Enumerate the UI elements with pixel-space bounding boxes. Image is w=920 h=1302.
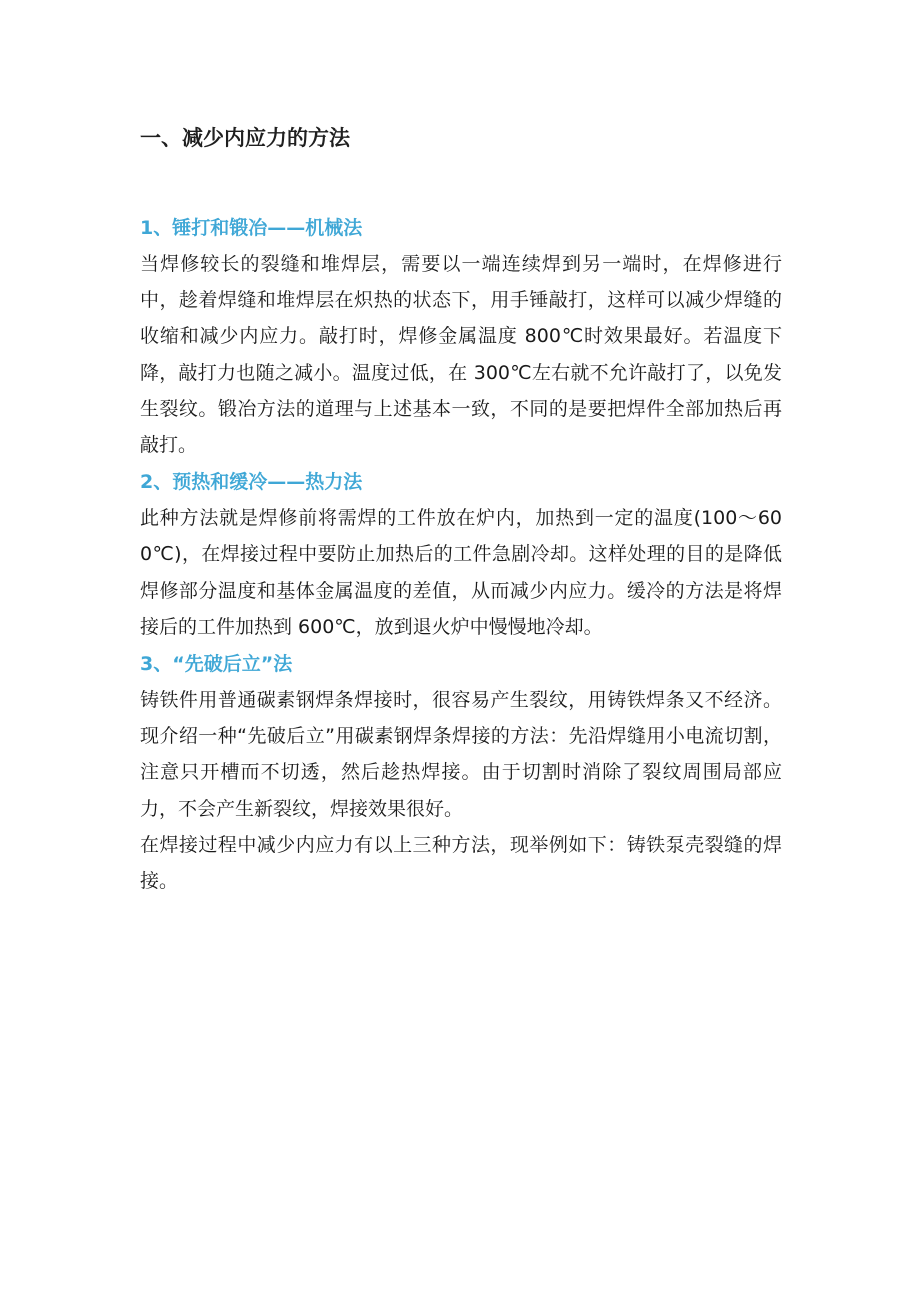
summary-paragraph: 在焊接过程中减少内应力有以上三种方法，现举例如下：铸铁泵壳裂缝的焊接。 [140,833,782,893]
document-content [140,118,782,899]
section-paragraph-thermal: 此种方法就是焊修前将需焊的工件放在炉内，加热到一定的温度(100～600℃)，在焊接过程中要防止加热后的工件急剧冷却。这样处理的目的是降低焊修部分温度和基体金属温度的差值，从而减少内应力。缓冷的方法是将焊接后的工件加热到 600℃，放到退火炉中慢慢地冷却。 [140,507,782,638]
section-title-mechanical: 1、锤打和锻冶——机械法 [140,217,363,239]
section-title-thermal: 2、预热和缓冷——热力法 [140,471,363,494]
section-paragraph-mechanical: 当焊修较长的裂缝和堆焊层，需要以一端连续焊到另一端时，在焊修进行中，趁着焊缝和堆焊层在炽热的状态下，用手锤敲打，这样可以减少焊缝的收缩和减少内应力。敲打时，焊修金属温度 800℃时效果最好。若温度下降，敲打力也随之减小。温度过低，在 300℃左右就不允许敲打了，以免发生裂纹。锻冶方法的道理与上述基本一致，不同的是要把焊件全部加热后再敲打。 [140,253,782,457]
section-title-break-first: 3、“先破后立”法 [140,653,293,676]
section-paragraph-break-first: 铸铁件用普通碳素钢焊条焊接时，很容易产生裂纹，用铸铁焊条又不经济。现介绍一种“先破后立”用碳素钢焊条焊接的方法：先沿焊缝用小电流切割，注意只开槽而不切透，然后趁热焊接。由于切割时消除了裂纹周围局部应力，不会产生新裂纹，焊接效果很好。 [140,689,782,820]
main-title: 一、减少内应力的方法 [140,126,350,150]
